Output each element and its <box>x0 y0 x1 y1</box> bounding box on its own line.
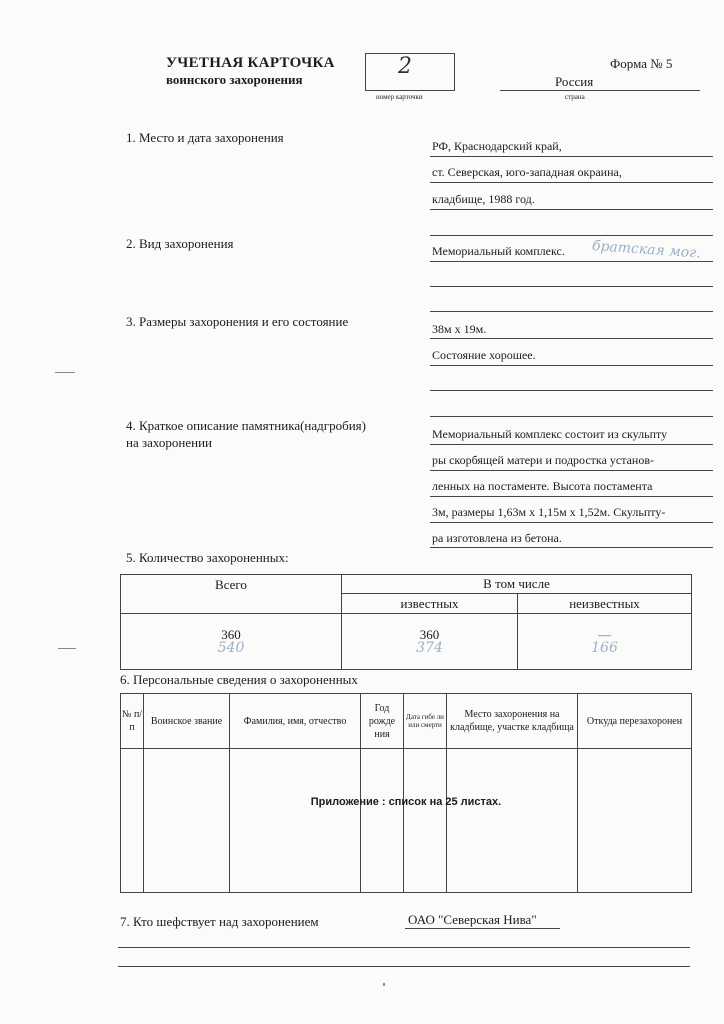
section1-line1: РФ, Краснодарский край, <box>432 139 562 153</box>
personal-info-table <box>120 693 692 893</box>
header-reburied-from: Откуда перезахоронен <box>578 694 692 749</box>
answer-line <box>430 496 713 497</box>
answer-line <box>430 470 713 471</box>
header-total: Всего <box>121 575 342 614</box>
table-cell <box>361 749 404 893</box>
answer-line <box>430 522 713 523</box>
total-handwritten: 540 <box>217 640 245 656</box>
section2-value: Мемориальный комплекс. <box>432 244 565 258</box>
answer-line <box>430 416 713 417</box>
section5-label: 5. Количество захороненных: <box>126 550 289 565</box>
table-cell <box>230 749 361 893</box>
header-full-name: Фамилия, имя, отчество <box>230 694 361 749</box>
known-typed: 360 <box>419 627 440 642</box>
section2-label: 2. Вид захоронения <box>126 236 234 251</box>
total-typed: 360 <box>221 627 241 642</box>
table-cell <box>578 749 692 893</box>
answer-line <box>430 261 713 262</box>
answer-line <box>430 209 713 210</box>
answer-line <box>118 947 690 948</box>
country-value: Россия <box>555 74 594 89</box>
header-rank: Воинское звание <box>144 694 230 749</box>
scan-mark <box>55 372 75 373</box>
answer-line <box>118 966 690 967</box>
scan-mark <box>58 648 76 649</box>
section4-line1: Мемориальный комплекс состоит из скульпту <box>432 427 668 441</box>
section1-line3: кладбище, 1988 год. <box>432 192 535 206</box>
section4-label-cont: на захоронении <box>126 435 212 450</box>
scan-mark <box>383 983 385 986</box>
document-subtitle: воинского захоронения <box>166 72 303 87</box>
cell-total <box>121 614 342 670</box>
answer-line <box>430 182 713 183</box>
country-underline <box>500 90 700 91</box>
unknown-typed: — <box>598 627 611 642</box>
appendix-note: Приложение : список на 25 листах. <box>310 796 502 808</box>
section3-label: 3. Размеры захоронения и его состояние <box>126 314 349 329</box>
section7-value: ОАО "Северская Нива" <box>408 912 537 927</box>
table-cell <box>404 749 447 893</box>
table-cell <box>121 749 144 893</box>
section3-line1: 38м х 19м. <box>432 322 487 336</box>
header-including: В том числе <box>342 575 692 594</box>
header-death-date: Дата гибе ли или смерти <box>404 694 447 749</box>
section4-label: 4. Краткое описание памятника(надгробия) <box>126 418 366 433</box>
form-number: Форма № 5 <box>610 56 673 71</box>
answer-line <box>430 338 713 339</box>
header-known: известных <box>342 594 518 614</box>
known-handwritten: 374 <box>416 640 443 656</box>
unknown-handwritten: 166 <box>591 640 618 656</box>
section1-label: 1. Место и дата захоронения <box>126 130 284 145</box>
section7-label: 7. Кто шефствует над захоронением <box>120 914 319 929</box>
answer-line <box>430 311 713 312</box>
section4-line5: ра изготовлена из бетона. <box>432 531 562 545</box>
burial-count-table <box>120 574 692 670</box>
table-cell <box>447 749 578 893</box>
header-number: № п/п <box>121 694 144 749</box>
answer-line <box>430 156 713 157</box>
answer-line <box>430 444 713 445</box>
section6-label: 6. Персональные сведения о захороненных <box>120 672 358 687</box>
answer-line <box>430 286 713 287</box>
answer-line <box>430 235 713 236</box>
table-cell <box>144 749 230 893</box>
answer-line <box>430 547 713 548</box>
section2-handwritten: братская мог. <box>591 238 702 262</box>
card-number-handwritten: 2 <box>398 54 412 79</box>
answer-line <box>430 390 713 391</box>
header-birth-year: Год рожде ния <box>361 694 404 749</box>
cell-unknown <box>518 614 692 670</box>
cell-known <box>342 614 518 670</box>
header-burial-place: Место захоронения на кладбище, участке кладбища <box>447 694 578 749</box>
header-unknown: неизвестных <box>518 594 692 614</box>
card-number-caption: номер карточки <box>376 93 423 101</box>
country-caption: страна <box>565 93 585 101</box>
section1-line2: ст. Северская, юго-западная окраина, <box>432 165 622 179</box>
sponsor-underline <box>405 928 560 929</box>
section4-line3: ленных на постаменте. Высота постамента <box>432 479 653 493</box>
document-title: УЧЕТНАЯ КАРТОЧКА <box>166 55 335 71</box>
section4-line4: 3м, размеры 1,63м х 1,15м х 1,52м. Скульпту- <box>432 505 666 519</box>
section4-line2: ры скорбящей матери и подростка установ- <box>432 453 655 467</box>
section3-line2: Состояние хорошее. <box>432 348 536 362</box>
answer-line <box>430 365 713 366</box>
